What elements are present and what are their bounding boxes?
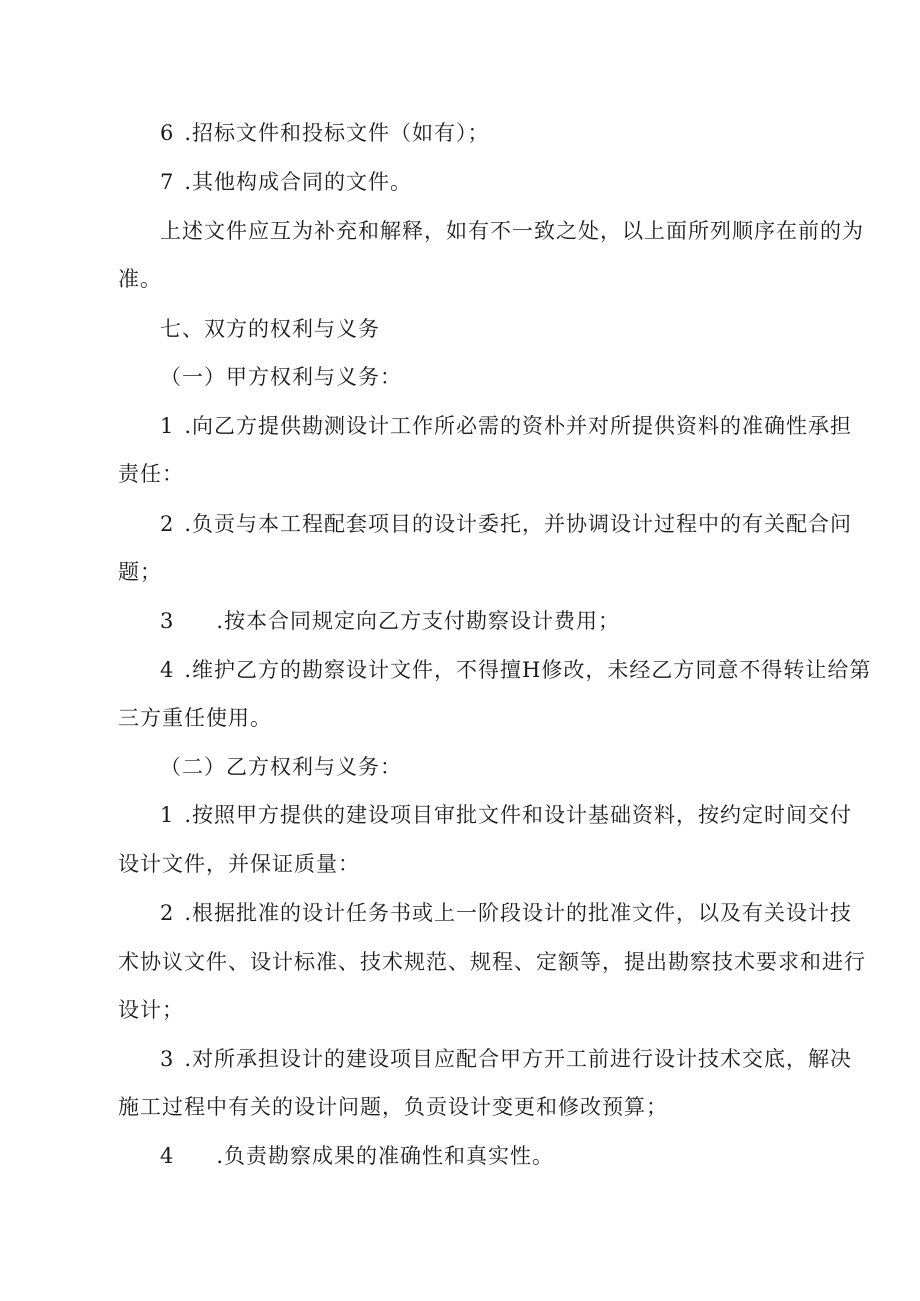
paragraph-line: 术协议文件、设计标准、技术规范、规程、定额等，提出勘察技术要求和进行 (118, 950, 866, 974)
paragraph-line: 三方重任使用。 (118, 706, 272, 730)
clause-7 (160, 170, 412, 194)
clause-text: .对所承担设计的建设项目应配合甲方开工前进行设计技术交底，解决 (184, 1047, 853, 1071)
subsection-heading-party-a: （一）甲方权利与义务： (160, 365, 402, 389)
clause-number: 7 (160, 170, 175, 194)
clause-number: 2 (160, 901, 175, 925)
clause-text: .负责勘察成果的准确性和真实性。 (216, 1144, 555, 1168)
paragraph-line: 上述文件应互为补充和解释，如有不一致之处，以上面所列顺序在前的为 (160, 219, 864, 243)
clause-number: 4 (160, 1144, 175, 1168)
clause-number: 1 (160, 414, 175, 438)
paragraph-line: 设计； (118, 998, 184, 1022)
clause-number: 2 (160, 512, 175, 536)
party-b-item-3 (160, 1047, 852, 1071)
clause-text: .按本合同规定向乙方支付勘察设计费用； (216, 609, 621, 633)
clause-number: 3 (160, 609, 175, 633)
clause-number: 4 (160, 658, 175, 682)
paragraph-line: 准。 (118, 267, 162, 291)
clause-number: 6 (160, 121, 175, 145)
clause-text: .维护乙方的勘察设计文件，不得擅H修改，未经乙方同意不得转让给第 (184, 658, 872, 682)
party-b-item-2 (160, 901, 852, 925)
clause-text: .按照甲方提供的建设项目审批文件和设计基础资料，按约定时间交付 (184, 803, 853, 827)
paragraph-line: 题； (118, 560, 162, 584)
clause-text: .根据批准的设计任务书或上一阶段设计的批准文件，以及有关设计技 (184, 901, 853, 925)
section-heading-7: 七、双方的权利与义务 (160, 317, 380, 341)
clause-number: 3 (160, 1047, 175, 1071)
party-b-item-1 (160, 803, 852, 827)
party-a-item-4 (160, 658, 871, 682)
party-b-item-4 (160, 1144, 554, 1168)
clause-text: .其他构成合同的文件。 (184, 170, 413, 194)
party-a-item-2 (160, 512, 852, 536)
subsection-heading-party-b: （二）乙方权利与义务： (160, 755, 402, 779)
clause-text: .招标文件和投标文件（如有）； (184, 121, 490, 145)
paragraph-line: 施工过程中有关的设计问题，负贡设计变更和修改预算； (118, 1095, 668, 1119)
clause-number: 1 (160, 803, 175, 827)
clause-6 (160, 121, 490, 145)
paragraph-line: 设计文件，并保证质量： (118, 852, 360, 876)
clause-text: .向乙方提供勘测设计工作所必需的资朴并对所提供资料的准确性承担 (184, 414, 853, 438)
party-a-item-1 (160, 414, 852, 438)
paragraph-line: 责任： (118, 462, 184, 486)
party-a-item-3 (160, 609, 620, 633)
clause-text: .负贡与本工程配套项目的设计委托，并协调设计过程中的有关配合问 (184, 512, 853, 536)
